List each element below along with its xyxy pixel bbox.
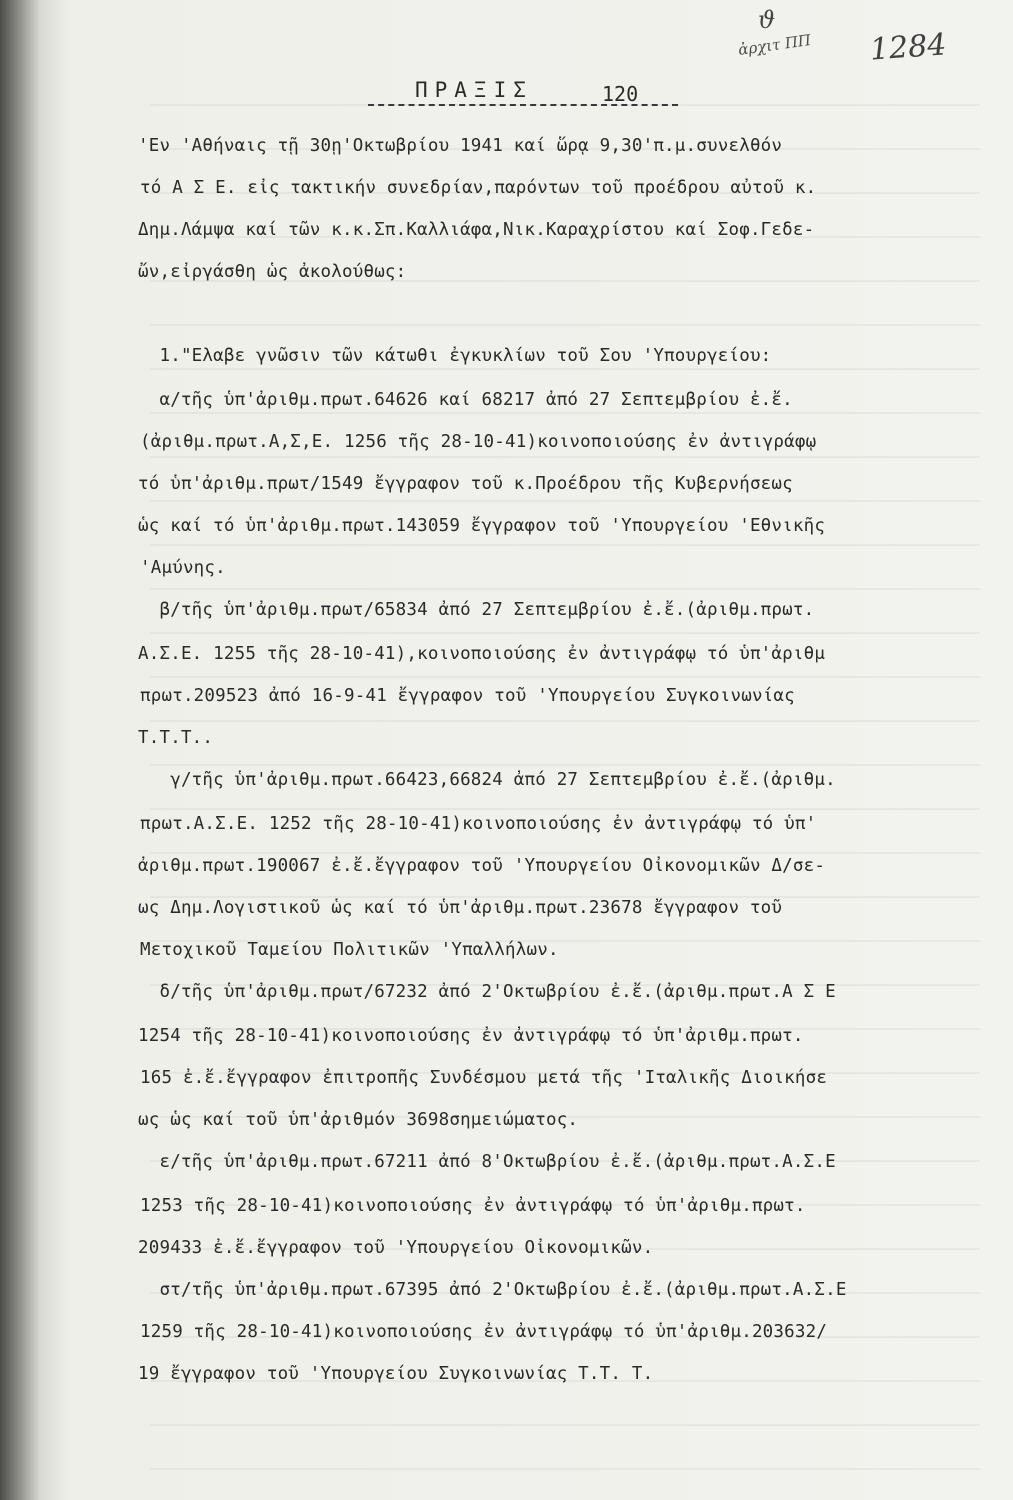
text-line: 1259 τῆς 28-10-41)κοινοποιούσης ἐν ἀντιγράφῳ τό ὑπ'ἀριθμ.203632/: [140, 1322, 828, 1342]
text-line: 1."Ελαβε γνῶσιν τῶν κάτωθι ἐγκυκλίων τοῦ Σου 'Υπουργείου:: [138, 346, 772, 366]
text-line: ως ὡς καί τοῦ ὑπ'ἀριθμόν 3698σημειώματος.: [138, 1110, 579, 1130]
text-line: ὤν,εἰργάσθη ὡς ἀκολούθως:: [138, 262, 407, 282]
text-line: α/τῆς ὑπ'ἀριθμ.πρωτ.64626 καί 68217 ἀπό 27 Σεπτεμβρίου ἐ.ἔ.: [138, 390, 793, 410]
title-underline: [368, 104, 678, 106]
text-line: στ/τῆς ὑπ'ἀριθμ.πρωτ.67395 ἀπό 2'Οκτωβρίου ἐ.ἔ.(ἀριθμ.πρωτ.Α.Σ.Ε: [138, 1280, 847, 1300]
text-line: 1254 τῆς 28-10-41)κοινοποιούσης ἐν ἀντιγράφῳ τό ὑπ'ἀριθμ.πρωτ.: [138, 1026, 804, 1046]
text-line: Δημ.Λάμψα καί τῶν κ.κ.Σπ.Καλλιάφα,Νικ.Καραχρίστου καί Σοφ.Γεδε-: [138, 220, 815, 240]
text-line: β/τῆς ὑπ'ἀριθμ.πρωτ/65834 ἀπό 27 Σεπτεμβρίου ἐ.ἔ.(ἀριθμ.πρωτ.: [138, 600, 815, 620]
text-line: 1253 τῆς 28-10-41)κοινοποιούσης ἐν ἀντιγράφῳ τό ὑπ'ἀριθμ.πρωτ.: [140, 1196, 806, 1216]
text-line: πρωτ.209523 ἀπό 16-9-41 ἔγγραφον τοῦ 'Υπουργείου Συγκοινωνίας: [140, 686, 795, 706]
text-line: 165 ἐ.ἔ.ἔγγραφον ἐπιτροπῆς Συνδέσμου μετά τῆς 'Ιταλικῆς Διοικήσε: [140, 1068, 828, 1088]
text-line: 'Εν 'Αθήναις τῇ 30ῃ'Οκτωβρίου 1941 καί ὥρᾳ 9,30'π.μ.συνελθόν: [138, 136, 783, 156]
text-line: ἀριθμ.πρωτ.190067 ἐ.ἔ.ἔγγραφον τοῦ 'Υπουργείου Οἰκονομικῶν Δ/σε-: [138, 856, 826, 876]
document-number: 120: [602, 82, 639, 106]
handwritten-mark: ϑ: [758, 6, 776, 34]
text-line: 'Αμύνης.: [140, 558, 226, 578]
text-line: γ/τῆς ὑπ'ἀριθμ.πρωτ.66423,66824 ἀπό 27 Σεπτεμβρίου ἐ.ἔ.(ἀριθμ.: [138, 770, 836, 790]
text-line: ως Δημ.Λογιστικοῦ ὡς καί τό ὑπ'ἀριθμ.πρωτ.23678 ἔγγραφον τοῦ: [138, 898, 783, 918]
document-title: ΠΡΑΞΙΣ: [415, 78, 533, 102]
text-line: Τ.Τ.Τ..: [138, 728, 214, 748]
text-line: 19 ἔγγραφον τοῦ 'Υπουργείου Συγκοινωνίας Τ.Τ. Τ.: [138, 1364, 654, 1384]
text-line: ὡς καί τό ὑπ'ἀριθμ.πρωτ.143059 ἔγγραφον τοῦ 'Υπουργείου 'Εθνικῆς: [138, 516, 826, 536]
margin-note: ἀρχιτ ΠΠ: [737, 30, 813, 60]
text-line: δ/τῆς ὑπ'ἀριθμ.πρωτ/67232 ἀπό 2'Οκτωβρίου ἐ.ἔ.(ἀριθμ.πρωτ.Α Σ Ε: [138, 982, 836, 1002]
text-line: Μετοχικοῦ Ταμείου Πολιτικῶν 'Υπαλλήλων.: [140, 940, 559, 960]
text-line: πρωτ.Α.Σ.Ε. 1252 τῆς 28-10-41)κοινοποιούσης ἐν ἀντιγράφῳ τό ὑπ': [140, 814, 817, 834]
text-line: Α.Σ.Ε. 1255 τῆς 28-10-41),κοινοποιούσης ἐν ἀντιγράφῳ τό ὑπ'ἀριθμ: [138, 644, 826, 664]
text-line: ε/τῆς ὑπ'ἀριθμ.πρωτ.67211 ἀπό 8'Οκτωβρίου ἐ.ἔ.(ἀριθμ.πρωτ.Α.Σ.Ε: [138, 1152, 836, 1172]
text-line: 209433 ἐ.ἔ.ἔγγραφον τοῦ 'Υπουργείου Οἰκονομικῶν.: [138, 1238, 654, 1258]
margin-number: 1284: [868, 27, 948, 68]
text-line: (ἀριθμ.πρωτ.Α,Σ,Ε. 1256 τῆς 28-10-41)κοινοποιούσης ἐν ἀντιγράφῳ: [140, 432, 817, 452]
text-line: τό Α Σ Ε. εἰς τακτικήν συνεδρίαν,παρόντων τοῦ προέδρου αὐτοῦ κ.: [140, 178, 817, 198]
text-line: τό ὑπ'ἀριθμ.πρωτ/1549 ἔγγραφον τοῦ κ.Προέδρου τῆς Κυβερνήσεως: [138, 474, 793, 494]
